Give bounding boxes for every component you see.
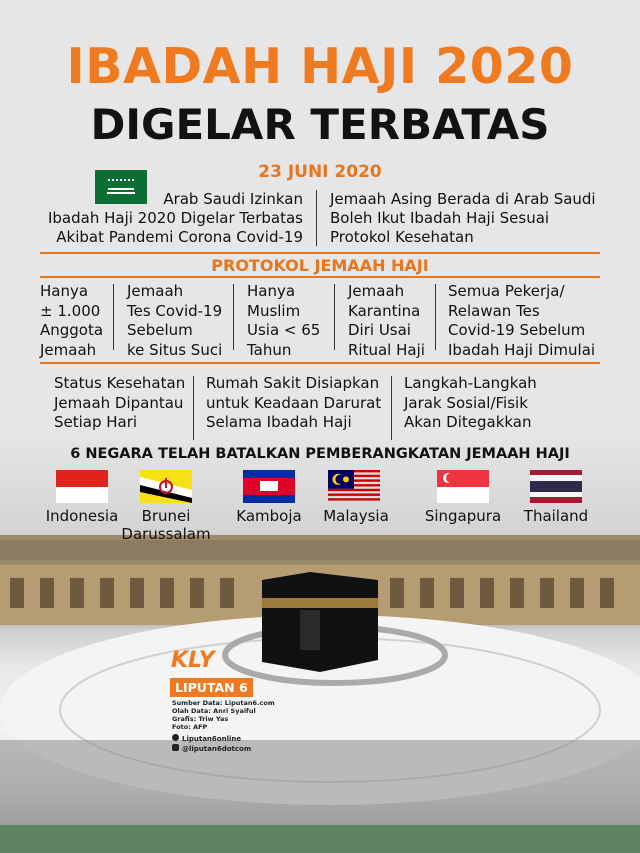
protocol-item: Semua Pekerja/ Relawan Tes Covid-19 Sebelum Ibadah Haji Dimulai [448, 282, 596, 359]
statement-divider [193, 376, 194, 440]
country-name: Malaysia [323, 507, 389, 525]
divider-line [40, 252, 600, 254]
intro-left-text: Arab Saudi Izinkan Ibadah Haji 2020 Digelar Terbatas Akibat Pandemi Corona Covid-19 [47, 190, 303, 246]
facebook-handle: Liputan6online [182, 735, 242, 743]
protocol-item: Hanya Muslim Usia < 65 Tahun [247, 282, 321, 359]
sub-title: DIGELAR TERBATAS [90, 100, 550, 149]
country-name: Indonesia [45, 507, 119, 525]
statement-divider [391, 376, 392, 440]
instagram-handle: @liputan6dotcom [182, 745, 252, 753]
protocol-divider [233, 284, 234, 350]
intro-right-text: Jemaah Asing Berada di Arab Saudi Boleh Ikut Ibadah Haji Sesuai Protokol Kesehatan [330, 190, 596, 246]
kaaba-photo [0, 440, 640, 853]
protocol-item: Jemaah Tes Covid-19 Sebelum ke Situs Suci [127, 282, 223, 359]
protocol-item: Hanya ± 1.000 Anggota Jemaah [40, 282, 104, 359]
credits: Sumber Data: Liputan6.com Olah Data: Anri Syaiful Grafis: Triw Yas Foto: AFP [172, 699, 275, 731]
statement-item: Status Kesehatan Jemaah Dipantau Setiap Hari [54, 374, 186, 431]
social-links [172, 734, 251, 754]
protocol-divider [334, 284, 335, 350]
statement-item: Rumah Sakit Disiapkan untuk Keadaan Darurat Selama Ibadah Haji [206, 374, 382, 431]
mosque-scene [0, 440, 640, 853]
date-label: 23 JUNI 2020 [258, 162, 382, 182]
intro-divider [316, 190, 317, 246]
protocol-divider [435, 284, 436, 350]
instagram-icon [172, 744, 179, 751]
facebook-icon [172, 734, 179, 741]
country-name: Brunei Darussalam [121, 507, 211, 543]
kly-logo: KLY [171, 648, 215, 673]
main-title: IBADAH HAJI 2020 [66, 38, 574, 95]
statement-item: Langkah-Langkah Jarak Sosial/Fisik Akan Ditegakkan [404, 374, 537, 431]
protocol-item: Jemaah Karantina Diri Usai Ritual Haji [348, 282, 425, 359]
divider-line [40, 362, 600, 364]
divider-line [40, 276, 600, 278]
country-name: Kamboja [236, 507, 302, 525]
protocol-divider [113, 284, 114, 350]
liputan6-logo: LIPUTAN 6 [170, 678, 253, 697]
country-name: Thailand [523, 507, 589, 525]
countries-heading: 6 NEGARA TELAH BATALKAN PEMBERANGKATAN JEMAAH HAJI [70, 446, 570, 462]
country-name: Singapura [424, 507, 502, 525]
protocol-heading: PROTOKOL JEMAAH HAJI [211, 256, 429, 275]
